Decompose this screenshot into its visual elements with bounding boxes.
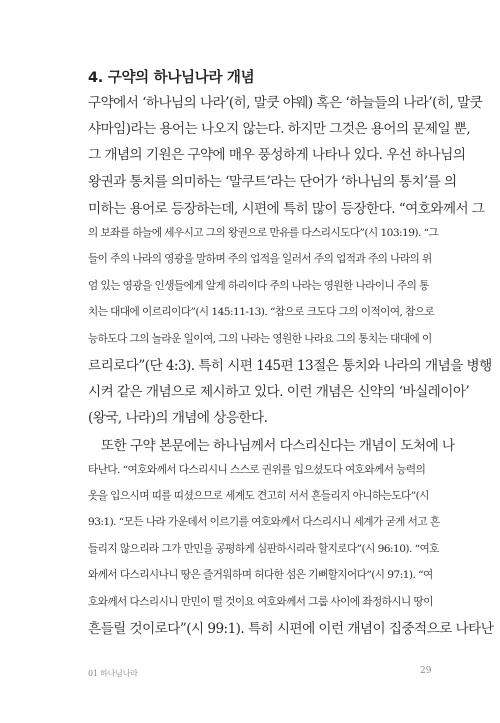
quote-line: 옷을 입으시며 띠를 띠셨으므로 세계도 견고히 서서 흔들리지 아니하는도다”(시	[88, 490, 429, 502]
body-line: 왕권과 통치를 의미하는 ‘말쿠트’라는 단어가 ‘하나님의 통치’를 의	[88, 174, 457, 190]
body-line: 르리로다”(단 4:3). 특히 시편 145편 13절은 통치와 나라의 개념을 병행	[88, 358, 492, 374]
quote-line: 93:1). “모든 나라 가운데서 이르기를 여호와께서 다스리시니 세계가 굳게 서고 흔	[88, 516, 440, 528]
running-footer-chapter: 01 하나님나라	[88, 669, 138, 678]
quote-line: 들이 주의 나라의 영광을 말하며 주의 업적을 일러서 주의 업적과 주의 나라의 위	[88, 253, 432, 265]
body-line: 흔들릴 것이로다”(시 99:1). 특히 시편에 이런 개념이 집중적으로 나타난	[88, 621, 494, 637]
quote-line: 치는 대대에 이르리이다”(시 145:11-13). “참으로 크도다 그의 이적이여, 참으로	[88, 306, 435, 318]
body-line: 미하는 용어로 등장하는데, 시편에 특히 많이 등장한다. “여호와께서 그	[88, 201, 485, 217]
body-line: 샤마임)라는 용어는 나오지 않는다. 하지만 그것은 용어의 문제일 뿐,	[88, 121, 471, 137]
quote-line: 와께서 다스리시나니 땅은 즐거워하며 허다한 섬은 기뻐할지어다”(시 97:1). “여	[88, 569, 433, 581]
quote-line: 들리지 않으리라 그가 만민을 공평하게 심판하시리라 할지로다”(시 96:10). “여호	[88, 543, 439, 555]
body-line: 시켜 같은 개념으로 제시하고 있다. 이런 개념은 신약의 ‘바실레이아’	[88, 384, 470, 400]
quote-line: 능하도다 그의 놀라운 일이여, 그의 나라는 영원한 나라요 그의 통치는 대대에 이	[88, 333, 432, 345]
paragraph-start-line: 또한 구약 본문에는 하나님께서 다스리신다는 개념이 도처에 나	[101, 438, 455, 454]
section-heading: 4. 구약의 하나님나라 개념	[88, 70, 255, 86]
body-line: 그 개념의 기원은 구약에 매우 풍성하게 나타나 있다. 우선 하나님의	[88, 147, 466, 163]
body-line: (왕국, 나라)의 개념에 상응한다.	[88, 410, 268, 426]
page-number: 29	[420, 666, 432, 676]
quote-line: 엄 있는 영광을 인생들에게 알게 하리이다 주의 나라는 영원한 나라이니 주의 통	[88, 280, 429, 292]
quote-line: 호와께서 다스리시니 만민이 떨 것이요 여호와께서 그룹 사이에 좌정하시니 땅이	[88, 596, 433, 608]
body-line: 구약에서 ‘하나님의 나라’(히, 말쿳 야웨) 혹은 ‘하늘들의 나라’(히, 말쿳	[88, 95, 483, 111]
quote-line: 타난다. “여호와께서 다스리시니 스스로 권위를 입으셨도다 여호와께서 능력의	[88, 464, 426, 476]
quote-line: 의 보좌를 하늘에 세우시고 그의 왕권으로 만유를 다스리시도다”(시 103:19). “그	[88, 227, 439, 239]
